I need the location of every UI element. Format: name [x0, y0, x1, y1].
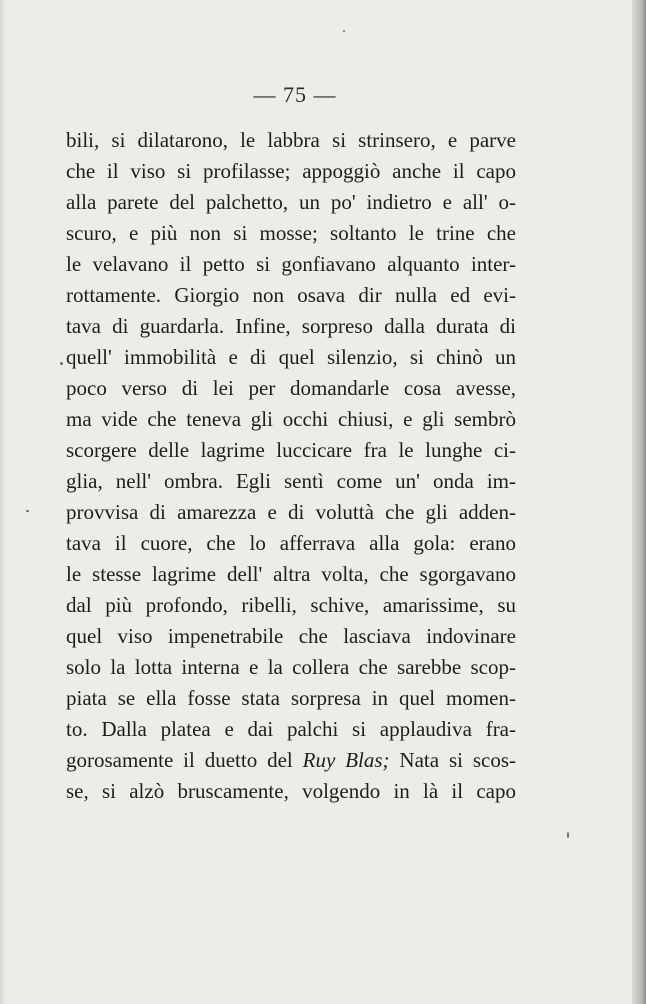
- text-line: se, si alzò bruscamente, volgendo in là il capo: [66, 779, 516, 803]
- page-left-edge: [0, 0, 6, 1004]
- paper-speck: [26, 510, 29, 512]
- text-line: rottamente. Giorgio non osava dir nulla ed evi-: [66, 283, 516, 307]
- text-line: bili, si dilatarono, le labbra si strinsero, e parve: [66, 128, 516, 152]
- text-segment: Nata si scos-: [389, 748, 516, 772]
- text-line: tava di guardarla. Infine, sorpreso dalla durata di: [66, 314, 516, 338]
- body-text: [66, 125, 516, 807]
- text-line: dal più profondo, ribelli, schive, amarissime, su: [66, 593, 516, 617]
- text-line-with-title: [66, 745, 516, 776]
- text-line: che il viso si profilasse; appoggiò anche il capo: [66, 159, 516, 183]
- text-line: le stesse lagrime dell' altra volta, che sgorgavano: [66, 562, 516, 586]
- italic-title: Ruy Blas;: [302, 748, 390, 772]
- paper-speck: [343, 30, 345, 32]
- page-number: — 75 —: [253, 82, 337, 107]
- text-line: poco verso di lei per domandarle cosa avesse,: [66, 376, 516, 400]
- text-segment: gorosamente il duetto del: [66, 748, 303, 772]
- text-line: quell' immobilità e di quel silenzio, si chinò un: [66, 345, 516, 369]
- text-line: glia, nell' ombra. Egli sentì come un' onda im-: [66, 469, 516, 493]
- paper-speck: [567, 832, 569, 838]
- text-line: provvisa di amarezza e di voluttà che gli adden-: [66, 500, 516, 524]
- text-line: scorgere delle lagrime luccicare fra le lunghe ci-: [66, 438, 516, 462]
- text-line: tava il cuore, che lo afferrava alla gola: erano: [66, 531, 516, 555]
- text-line: solo la lotta interna e la collera che sarebbe scop-: [66, 655, 516, 679]
- page-right-edge-shadow: [632, 0, 646, 1004]
- text-line: piata se ella fosse stata sorpresa in quel momen-: [66, 686, 516, 710]
- text-line: to. Dalla platea e dai palchi si applaudiva fra-: [66, 717, 516, 741]
- text-line: ma vide che teneva gli occhi chiusi, e gli sembrò: [66, 407, 516, 431]
- text-line: alla parete del palchetto, un po' indietro e all' o-: [66, 190, 516, 214]
- paper-speck: [60, 362, 63, 365]
- text-line: le velavano il petto si gonfiavano alquanto inter-: [66, 252, 516, 276]
- text-line: quel viso impenetrabile che lasciava indovinare: [66, 624, 516, 648]
- text-line: scuro, e più non si mosse; soltanto le trine che: [66, 221, 516, 245]
